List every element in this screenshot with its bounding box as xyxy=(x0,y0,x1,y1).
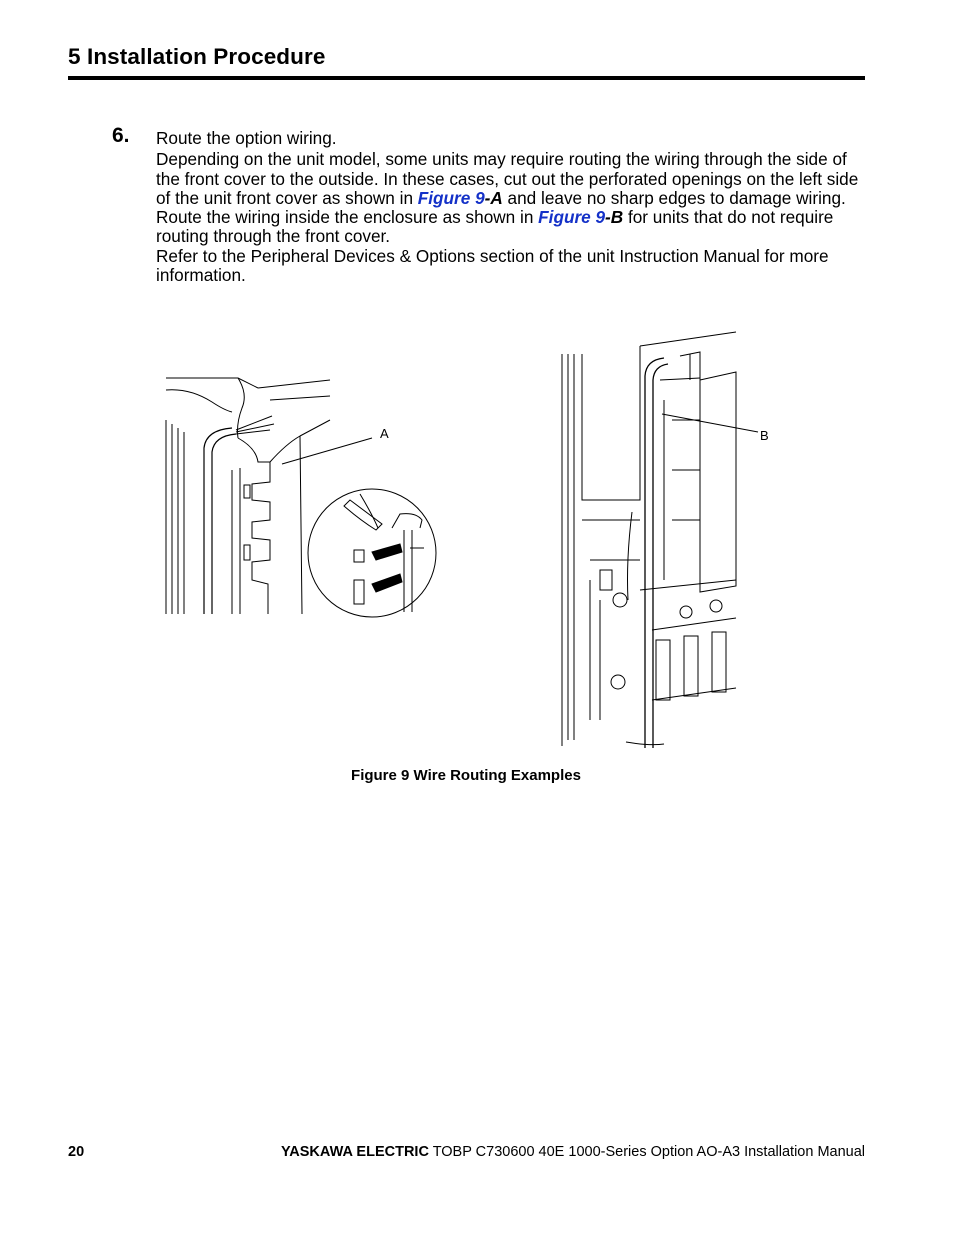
footer-document-title xyxy=(281,1144,865,1160)
footer-doc-title: TOBP C730600 40E 1000-Series Option AO-A3 Installation Manual xyxy=(428,1144,865,1160)
figure-9-link-a[interactable]: Figure 9 xyxy=(417,187,485,208)
page-number: 20 xyxy=(68,1144,85,1160)
p2-text-b: for units that do not require routing through the front cover. xyxy=(156,207,834,247)
step-number: 6. xyxy=(112,124,130,147)
figure-a-drawing xyxy=(166,378,436,617)
figure-9-suffix-b: -B xyxy=(605,207,624,228)
p1-text-a: Depending on the unit model, some units may require routing the wiring through the side of the front cover to the outside. In these cases, cut out the perforated openings on the left side of the unit front cover as shown in xyxy=(156,149,859,208)
callout-b: B xyxy=(760,428,769,443)
section-title: 5 Installation Procedure xyxy=(68,44,326,69)
figure-9-suffix-a: -A xyxy=(484,187,503,208)
p1-text-b: and leave no sharp edges to damage wiring. xyxy=(502,187,846,208)
figure-b-drawing xyxy=(562,332,758,748)
figure-9-link-b[interactable]: Figure 9 xyxy=(538,207,606,228)
figure-caption: Figure 9 Wire Routing Examples xyxy=(351,767,581,784)
step-lead: Route the option wiring. xyxy=(156,128,337,148)
footer-brand: YASKAWA ELECTRIC xyxy=(280,1144,429,1160)
callout-a: A xyxy=(380,426,389,441)
step-paragraph-3: Refer to the Peripheral Devices & Options section of the unit Instruction Manual for more information. xyxy=(156,245,829,286)
p2-text-a: Route the wiring inside the enclosure as shown in xyxy=(156,207,539,228)
